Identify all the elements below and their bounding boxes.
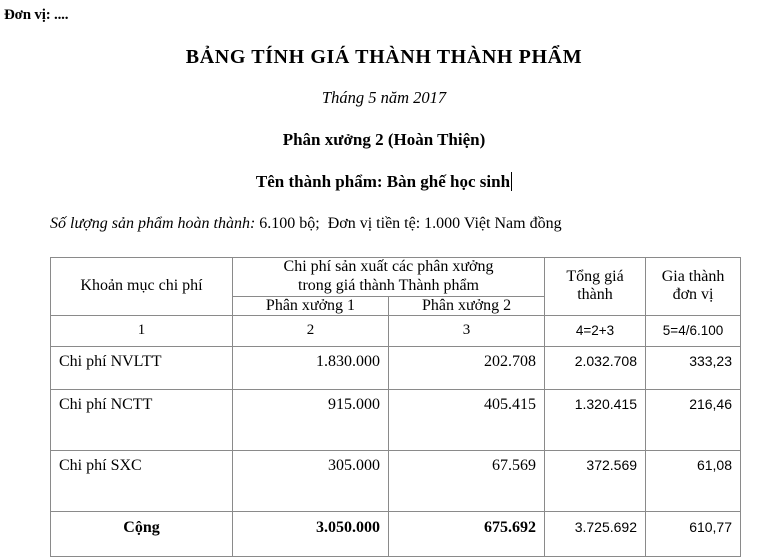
- period-subtitle: Tháng 5 năm 2017: [321, 88, 447, 107]
- row-label: Chi phí NCTT: [51, 389, 233, 450]
- currency-value: 1.000 Việt Nam đồng: [424, 215, 562, 232]
- row-unit-value: 61,08: [646, 450, 741, 511]
- header-workshop-group-line1: Chi phí sản xuất các phân xưởng: [283, 258, 494, 275]
- cost-table: [50, 257, 741, 557]
- numbering-col-1: 1: [51, 315, 233, 346]
- header-workshop-group-line2: trong giá thành Thành phẩm: [298, 276, 479, 294]
- row-workshop-2-value: 67.569: [389, 450, 545, 511]
- product-name-line[interactable]: [0, 172, 768, 192]
- table-header-row-1: [51, 258, 741, 297]
- currency-label: Đơn vị tiền tệ:: [327, 215, 421, 232]
- table-row[interactable]: [51, 389, 741, 450]
- text-caret: [511, 172, 512, 191]
- total-workshop-2-value: 675.692: [389, 511, 545, 556]
- header-workshop-1: Phân xưởng 1: [233, 296, 389, 315]
- header-unit-cost-line1: Gia thành: [661, 267, 725, 285]
- row-workshop-2-value: 202.708: [389, 346, 545, 389]
- quantity-currency-line: [50, 215, 562, 233]
- numbering-col-5: 5=4/6.100: [646, 315, 741, 346]
- header-total-cost-line1: Tổng giá: [566, 267, 624, 285]
- column-numbering-row: [51, 315, 741, 346]
- row-unit-value: 216,46: [646, 389, 741, 450]
- row-total-value: 372.569: [545, 450, 646, 511]
- header-cost-item: Khoản mục chi phí: [51, 258, 233, 316]
- table-total-row[interactable]: [51, 511, 741, 556]
- header-workshop-2: Phân xưởng 2: [389, 296, 545, 315]
- header-total-cost: [545, 258, 646, 316]
- row-label: Chi phí NVLTT: [51, 346, 233, 389]
- page-title: BẢNG TÍNH GIÁ THÀNH THÀNH PHẨM: [185, 46, 583, 68]
- table-row[interactable]: [51, 450, 741, 511]
- workshop-subtitle: Phân xưởng 2 (Hoàn Thiện): [282, 130, 486, 149]
- row-total-value: 2.032.708: [545, 346, 646, 389]
- numbering-col-3: 3: [389, 315, 545, 346]
- total-workshop-1-value: 3.050.000: [233, 511, 389, 556]
- numbering-col-4: 4=2+3: [545, 315, 646, 346]
- header-unit-cost-line2: đơn vị: [672, 286, 714, 304]
- quantity-label: Số lượng sản phẩm hoàn thành:: [50, 215, 256, 232]
- row-label: Chi phí SXC: [51, 450, 233, 511]
- row-total-value: 1.320.415: [545, 389, 646, 450]
- row-workshop-1-value: 305.000: [233, 450, 389, 511]
- header-total-cost-line2: thành: [577, 286, 613, 304]
- numbering-col-2: 2: [233, 315, 389, 346]
- table-row[interactable]: [51, 346, 741, 389]
- quantity-value: 6.100 bộ;: [259, 215, 320, 232]
- header-workshop-group: [233, 258, 545, 297]
- row-workshop-2-value: 405.415: [389, 389, 545, 450]
- total-total-value: 3.725.692: [545, 511, 646, 556]
- total-row-label: Cộng: [51, 511, 233, 556]
- product-name-text: Tên thành phẩm: Bàn ghế học sinh: [255, 172, 511, 191]
- row-workshop-1-value: 915.000: [233, 389, 389, 450]
- unit-line: Đơn vị: ....: [4, 7, 69, 23]
- header-unit-cost: [646, 258, 741, 316]
- row-workshop-1-value: 1.830.000: [233, 346, 389, 389]
- total-unit-value: 610,77: [646, 511, 741, 556]
- row-unit-value: 333,23: [646, 346, 741, 389]
